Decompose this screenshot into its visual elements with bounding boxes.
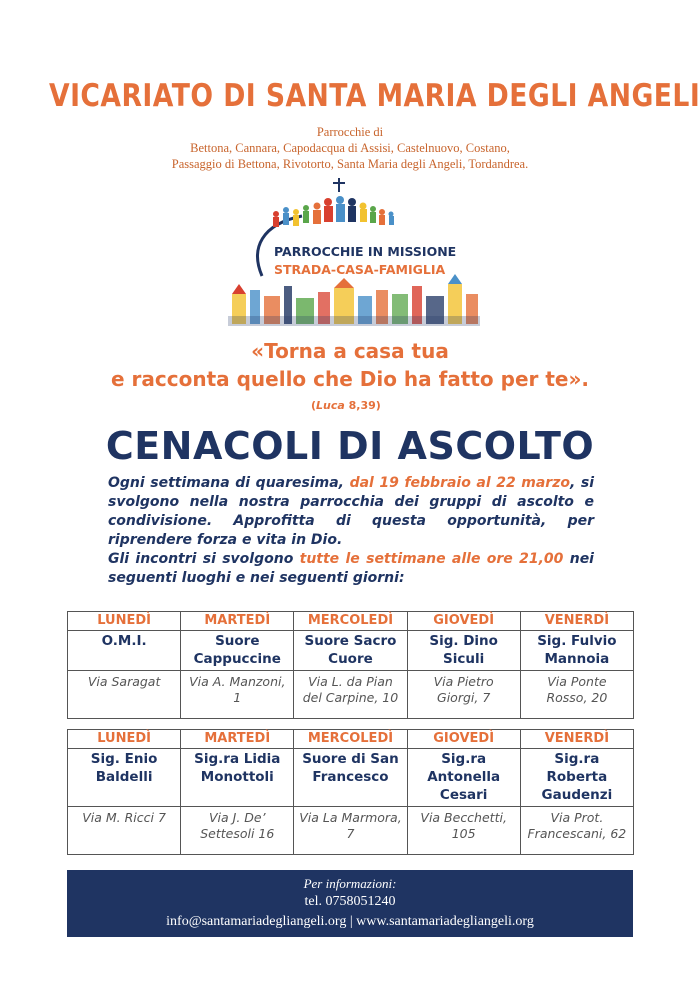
day-cell: LUNEDÌ (68, 612, 181, 631)
host-row (68, 631, 634, 671)
address-cell: Via Prot. Francescani, 62 (520, 807, 633, 855)
host-cell: Sig.ra Lidia Monottoli (181, 749, 294, 807)
intro-text (108, 474, 594, 588)
cross-icon (333, 178, 345, 192)
host-cell: Suore Sacro Cuore (294, 631, 407, 671)
host-cell: Suore Cappuccine (181, 631, 294, 671)
schedule-table-week2 (67, 729, 634, 855)
quote-line: e racconta quello che Dio ha fatto per te». (111, 367, 589, 391)
schedule-table-week1 (67, 611, 634, 719)
host-cell: O.M.I. (68, 631, 181, 671)
parishes-heading: Parrocchie di (316, 125, 384, 139)
info-footer (67, 870, 633, 937)
parishes-line: Passaggio di Bettona, Rivotorto, Santa Maria degli Angeli, Tordandrea. (171, 157, 529, 171)
footer-phone: tel. 0758051240 (304, 894, 396, 909)
day-header-row (68, 730, 634, 749)
day-cell: LUNEDÌ (68, 730, 181, 749)
host-cell: Suore di San Francesco (294, 749, 407, 807)
host-cell: Sig.ra Antonella Cesari (407, 749, 520, 807)
day-cell: MERCOLEDÌ (294, 612, 407, 631)
quote-reference (311, 399, 381, 412)
address-cell: Via Pietro Giorgi, 7 (407, 671, 520, 719)
logo-line2: STRADA-CASA-FAMIGLIA (274, 262, 446, 277)
day-cell: MARTEDÌ (181, 612, 294, 631)
day-cell: GIOVEDÌ (407, 730, 520, 749)
town-skyline-icon (228, 274, 480, 326)
address-cell: Via A. Manzoni, 1 (181, 671, 294, 719)
vicariate-title: VICARIATO DI SANTA MARIA DEGLI ANGELI (49, 78, 700, 114)
day-cell: VENERDÌ (520, 612, 633, 631)
host-cell: Sig. Dino Siculi (407, 631, 520, 671)
host-cell: Sig. Enio Baldelli (68, 749, 181, 807)
address-cell: Via M. Ricci 7 (68, 807, 181, 855)
parrocchie-in-missione-logo (222, 176, 484, 332)
intro-dates: dal 19 febbraio al 22 marzo (349, 475, 570, 491)
address-cell: Via Ponte Rosso, 20 (520, 671, 633, 719)
address-row (68, 671, 634, 719)
address-cell: Via La Marmora, 7 (294, 807, 407, 855)
day-cell: MARTEDÌ (181, 730, 294, 749)
host-row (68, 749, 634, 807)
address-cell: Via Becchetti, 105 (407, 807, 520, 855)
host-cell: Sig. Fulvio Mannoia (520, 631, 633, 671)
footer-label: Per informazioni: (303, 876, 397, 891)
parishes-list (0, 124, 700, 172)
address-cell: Via J. De’ Settesoli 16 (181, 807, 294, 855)
quote-line: «Torna a casa tua (251, 339, 449, 363)
people-figures-icon (273, 196, 394, 227)
day-cell: VENERDÌ (520, 730, 633, 749)
logo-line1: PARROCCHIE IN MISSIONE (274, 244, 457, 259)
address-cell: Via Saragat (68, 671, 181, 719)
address-row (68, 807, 634, 855)
intro-time: tutte le settimane alle ore 21,00 (299, 551, 564, 567)
intro-text-part: nei seguenti luoghi e nei seguenti giorni: (108, 551, 594, 586)
scripture-quote (0, 337, 700, 393)
day-cell: GIOVEDÌ (407, 612, 520, 631)
address-cell: Via L. da Pian del Carpine, 10 (294, 671, 407, 719)
page-title: CENACOLI DI ASCOLTO (105, 424, 595, 468)
day-cell: MERCOLEDÌ (294, 730, 407, 749)
intro-text-part: , si svolgono nella nostra parrocchia dei gruppi di ascolto e condivisione. Approfitta di questa opportunità, per riprendere forza e vita in Dio. (108, 475, 595, 548)
day-header-row (68, 612, 634, 631)
ref-book: Luca (316, 399, 345, 412)
intro-text-part: Ogni settimana di quaresima, (108, 475, 350, 491)
parishes-line: Bettona, Cannara, Capodacqua di Assisi, Castelnuovo, Costano, (190, 141, 510, 155)
host-cell: Sig.ra Roberta Gaudenzi (520, 749, 633, 807)
intro-text-part: Gli incontri si svolgono (108, 551, 300, 567)
footer-contacts: info@santamariadegliangeli.org | www.santamariadegliangeli.org (166, 914, 534, 929)
ref-open: ( (311, 399, 317, 412)
ref-verse: 8,39) (344, 399, 381, 412)
